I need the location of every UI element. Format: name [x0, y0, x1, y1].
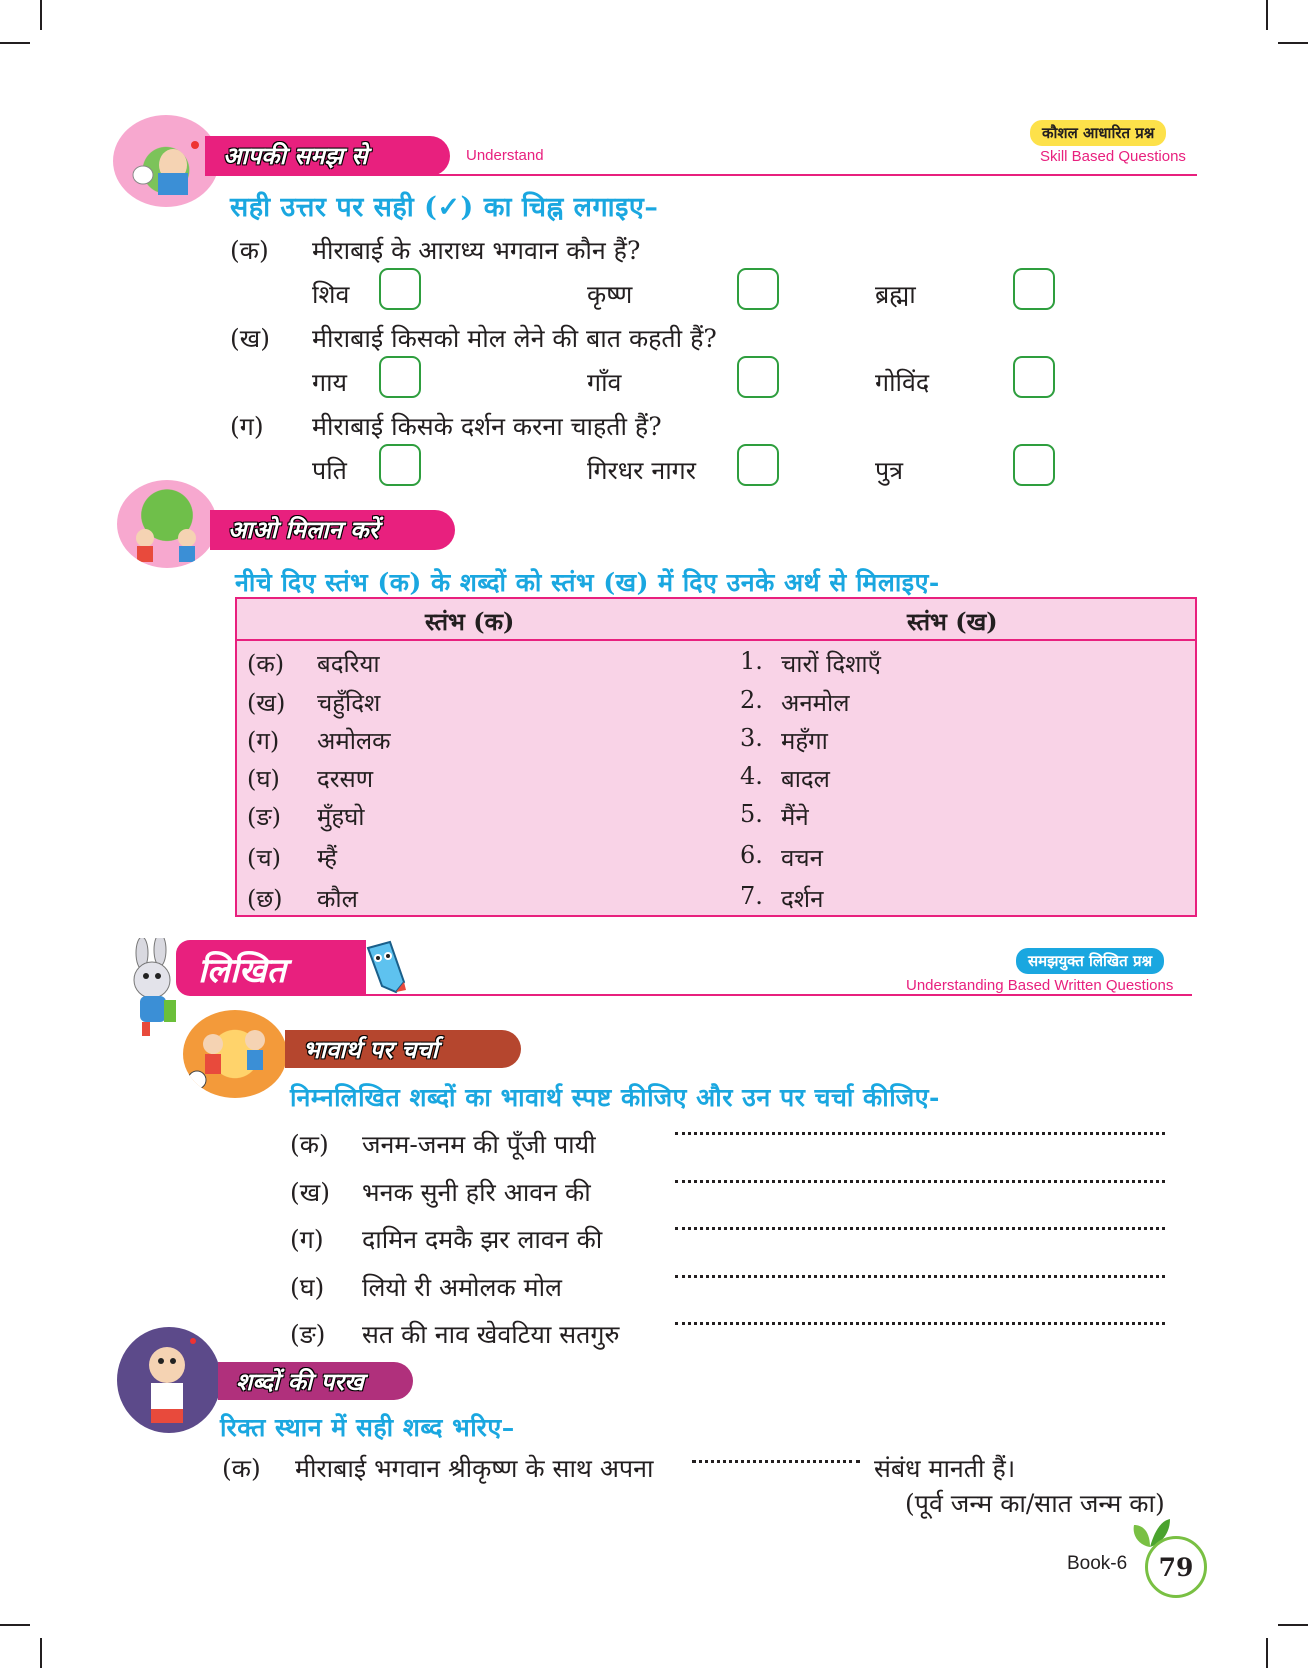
discussion-marker: (ख)	[290, 1178, 330, 1207]
page-number-circle	[1145, 1536, 1207, 1598]
match-number: 7.	[740, 882, 763, 910]
match-word: बदरिया	[317, 650, 380, 678]
answer-line[interactable]	[675, 1180, 1165, 1183]
crop-mark	[40, 1638, 42, 1668]
skill-tag: कौशल आधारित प्रश्न	[1030, 120, 1166, 146]
question-marker: (ग)	[230, 412, 264, 441]
option-checkbox[interactable]	[737, 444, 779, 486]
discussion-phrase: लियो री अमोलक मोल	[362, 1273, 562, 1302]
kids-playing-illustration	[117, 480, 217, 568]
understand-badge	[205, 136, 450, 176]
match-marker: (छ)	[247, 885, 283, 913]
match-table	[235, 597, 1197, 917]
match-number: 1.	[740, 647, 763, 675]
match-meaning: महँगा	[781, 727, 828, 755]
discussion-phrase: दामिन दमकै झर लावन की	[362, 1225, 603, 1254]
kids-reading-illustration	[113, 115, 219, 207]
match-number: 6.	[740, 841, 763, 869]
match-marker: (ख)	[247, 689, 286, 717]
question-text: मीराबाई किसको मोल लेने की बात कहती हैं?	[312, 324, 717, 353]
match-marker: (च)	[247, 844, 281, 872]
crop-mark	[1266, 1638, 1268, 1668]
crop-mark	[1278, 42, 1308, 44]
option-checkbox[interactable]	[737, 268, 779, 310]
answer-line[interactable]	[675, 1227, 1165, 1230]
fill-blank-marker: (क)	[222, 1454, 261, 1483]
match-word: कौल	[317, 885, 358, 913]
question-text: मीराबाई के आराध्य भगवान कौन हैं?	[312, 236, 641, 265]
discussion-phrase: सत की नाव खेवटिया सतगुरु	[362, 1320, 620, 1349]
discussion-badge	[285, 1030, 521, 1068]
crop-mark	[40, 0, 42, 30]
option-checkbox[interactable]	[1013, 356, 1055, 398]
option-checkbox[interactable]	[737, 356, 779, 398]
words-badge	[218, 1362, 413, 1400]
discussion-badge-title: भावार्थ पर चर्चा	[303, 1036, 438, 1064]
option-checkbox[interactable]	[1013, 444, 1055, 486]
match-marker: (क)	[247, 650, 285, 678]
option-checkbox[interactable]	[379, 356, 421, 398]
option-checkbox[interactable]	[379, 444, 421, 486]
pencil-mascot-icon	[360, 938, 410, 994]
match-meaning: अनमोल	[781, 689, 850, 717]
discussion-phrase: भनक सुनी हरि आवन की	[362, 1178, 591, 1207]
discussion-marker: (ङ)	[290, 1320, 326, 1349]
question-marker: (ख)	[230, 324, 270, 353]
match-number: 4.	[740, 762, 763, 790]
match-meaning: चारों दिशाएँ	[781, 650, 881, 678]
match-word: अमोलक	[317, 727, 391, 755]
match-meaning: दर्शन	[781, 885, 824, 913]
match-table-header	[237, 599, 1195, 641]
option-label: गाँव	[587, 368, 622, 397]
fill-blank-options: (पूर्व जन्म का/सात जन्म का)	[905, 1489, 1165, 1518]
words-instruction: रिक्त स्थान में सही शब्द भरिए–	[220, 1413, 515, 1442]
understand-instruction: सही उत्तर पर सही (✓) का चिह्न लगाइए–	[230, 192, 659, 223]
fill-blank-after: संबंध मानती हैं।	[874, 1454, 1016, 1483]
match-marker: (ङ)	[247, 803, 282, 831]
column-a-header: स्तंभ (क)	[425, 607, 515, 636]
column-b-header: स्तंभ (ख)	[907, 607, 998, 636]
page-number: 79	[1158, 1553, 1194, 1582]
option-label: पुत्र	[875, 456, 904, 485]
discussion-marker: (क)	[290, 1130, 329, 1159]
match-word: मुँहघो	[317, 803, 365, 831]
match-badge	[210, 510, 455, 550]
discussion-marker: (ग)	[290, 1225, 324, 1254]
match-number: 3.	[740, 724, 763, 752]
match-meaning: वचन	[781, 844, 823, 872]
match-meaning: मैंने	[781, 803, 809, 831]
kids-discussion-illustration	[183, 1010, 287, 1098]
option-label: गोविंद	[875, 368, 930, 397]
words-badge-title: शब्दों की परख	[236, 1368, 364, 1396]
question-marker: (क)	[230, 236, 269, 265]
fill-blank-before: मीराबाई भगवान श्रीकृष्ण के साथ अपना	[295, 1454, 654, 1483]
option-label: शिव	[312, 280, 350, 309]
written-tag: समझयुक्त लिखित प्रश्न	[1016, 948, 1164, 974]
discussion-marker: (घ)	[290, 1273, 325, 1302]
crop-mark	[1266, 0, 1268, 30]
option-checkbox[interactable]	[1013, 268, 1055, 310]
option-label: ब्रह्मा	[875, 280, 916, 309]
crop-mark	[0, 1624, 30, 1626]
match-marker: (घ)	[247, 765, 280, 793]
understand-badge-title: आपकी समझ से	[223, 142, 368, 170]
understand-english-label: Understand	[466, 147, 544, 164]
answer-line[interactable]	[675, 1132, 1165, 1135]
match-meaning: बादल	[781, 765, 830, 793]
match-word: म्हैं	[317, 844, 337, 872]
discussion-instruction: निम्नलिखित शब्दों का भावार्थ स्पष्ट कीजिए और उन पर चर्चा कीजिए-	[290, 1083, 940, 1112]
crop-mark	[0, 42, 30, 44]
option-checkbox[interactable]	[379, 268, 421, 310]
match-badge-title: आओ मिलान करें	[228, 516, 379, 544]
discussion-phrase: जनम-जनम की पूँजी पायी	[362, 1130, 596, 1159]
answer-line[interactable]	[675, 1275, 1165, 1278]
section-underline	[366, 994, 1192, 996]
fill-blank-line[interactable]	[692, 1460, 860, 1463]
book-label: Book-6	[1067, 1553, 1128, 1574]
written-banner-title: लिखित	[198, 951, 286, 991]
question-text: मीराबाई किसके दर्शन करना चाहती हैं?	[312, 412, 662, 441]
section-underline	[215, 174, 1197, 176]
option-label: पति	[312, 456, 347, 485]
written-tag-english: Understanding Based Written Questions	[906, 977, 1174, 994]
match-instruction: नीचे दिए स्तंभ (क) के शब्दों को स्तंभ (ख) में दिए उनके अर्थ से मिलाइए-	[235, 568, 940, 597]
match-number: 5.	[740, 800, 763, 828]
option-label: गाय	[312, 368, 348, 397]
skill-tag-english: Skill Based Questions	[1040, 148, 1186, 165]
match-marker: (ग)	[247, 727, 280, 755]
answer-line[interactable]	[675, 1322, 1165, 1325]
match-word: चहुँदिश	[317, 689, 381, 717]
match-word: दरसण	[317, 765, 374, 793]
option-label: गिरधर नागर	[587, 456, 696, 485]
option-label: कृष्ण	[587, 280, 633, 309]
written-banner	[176, 940, 366, 996]
thinking-boy-illustration	[117, 1327, 221, 1433]
crop-mark	[1278, 1624, 1308, 1626]
match-number: 2.	[740, 686, 763, 714]
